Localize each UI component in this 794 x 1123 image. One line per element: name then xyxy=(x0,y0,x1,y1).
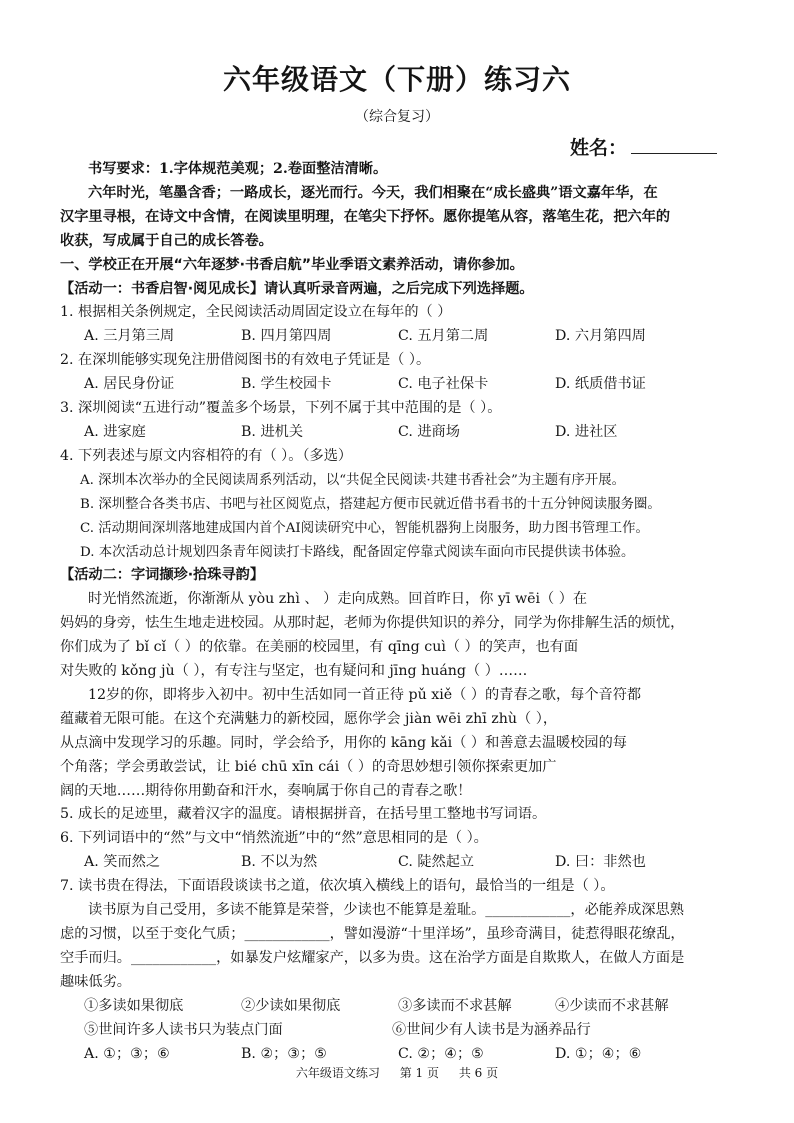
q7-option-a[interactable]: A. ①；③；⑥ xyxy=(84,1045,170,1062)
passage-line-4: 对失败的 kǒng jù（ ），有专注与坚定，也有疑问和 jīng huáng（ ）…… xyxy=(60,663,528,680)
passage-line-8: 个角落；学会勇敢尝试，让 bié chū xīn cái（ ）的奇思妙想引领你探索更加广 xyxy=(60,758,557,775)
question-2-stem: 2. 在深圳能够实现免注册借阅图书的有效电子凭证是（ ）。 xyxy=(60,352,431,369)
part-one-heading: 一、学校正在开展“六年逐梦·书香启航”毕业季语文素养活动，请你参加。 xyxy=(60,256,524,273)
question-6-stem: 6. 下列词语中的“然”与文中“悄然流逝”中的“然”意思相同的是（ ）。 xyxy=(60,830,488,847)
q6-option-c[interactable]: C. 陡然起立 xyxy=(398,854,475,871)
q7-choice-3: ③多读而不求甚解 xyxy=(398,997,512,1014)
footer-total-pages: 共 6 页 xyxy=(458,1066,499,1080)
passage-line-7: 从点滴中发现学习的乐趣。同时，学会给予，用你的 kāng kǎi（ ）和善意去温暖校园的每 xyxy=(60,734,627,751)
question-7-stem: 7. 读书贵在得法，下面语段谈读书之道，依次填入横线上的语句，最恰当的一组是（ ）。 xyxy=(60,878,615,895)
q4-option-b[interactable]: B. 深圳整合各类书店、书吧与社区阅览点，搭建起方便市民就近借书看书的十五分钟阅读服务圈。 xyxy=(80,496,661,512)
q4-option-a[interactable]: A. 深圳本次举办的全民阅读周系列活动，以“共促全民阅读·共建书香社会”为主题有序开展。 xyxy=(80,472,625,488)
q7-choice-2: ②少读如果彻底 xyxy=(241,997,341,1014)
q2-option-b[interactable]: B. 学生校园卡 xyxy=(241,376,332,393)
q6-option-a[interactable]: A. 笑而然之 xyxy=(84,854,161,871)
passage-line-5: 12岁的你，即将步入初中。初中生活如同一首正待 pǔ xiě（ ）的青春之歌，每个音符都 xyxy=(88,686,642,703)
question-5-stem: 5. 成长的足迹里，藏着汉字的温度。请根据拼音，在括号里工整地书写词语。 xyxy=(60,806,547,823)
activity-one-heading: 【活动一：书香启智·阅见成长】请认真听录音两遍，之后完成下列选择题。 xyxy=(60,280,534,297)
q1-option-d[interactable]: D. 六月第四周 xyxy=(555,328,646,345)
intro-line-3: 收获，写成属于自己的成长答卷。 xyxy=(60,232,273,249)
q7-choice-1: ①多读如果彻底 xyxy=(84,997,184,1014)
passage-line-9: 阔的天地……期待你用勤奋和汗水，奏响属于你自己的青春之歌！ xyxy=(60,782,472,799)
q3-option-c[interactable]: C. 进商场 xyxy=(398,423,460,440)
q7-choice-4: ④少读而不求甚解 xyxy=(555,997,669,1014)
q7-choice-5: ⑤世间许多人读书只为装点门面 xyxy=(84,1021,283,1038)
question-6-options xyxy=(60,851,740,875)
name-blank[interactable] xyxy=(631,135,717,154)
q1-option-a[interactable]: A. 三月第三周 xyxy=(84,328,175,345)
q7-choices-row-2 xyxy=(60,1019,740,1043)
footer-title: 六年级语文练习 xyxy=(295,1066,380,1080)
q7-option-b[interactable]: B. ②；③；⑤ xyxy=(241,1045,327,1062)
question-1-options xyxy=(60,325,740,349)
q7-para-line-2: 虑的习惯，以至于变化气质；____________，譬如漫游“十里洋场”，虽珍奇满目，徒惹得眼花缭乱， xyxy=(60,926,685,942)
activity-two-heading: 【活动二：字词撷珍·拾珠寻韵】 xyxy=(60,567,265,584)
question-3-options xyxy=(60,421,740,445)
q1-option-c[interactable]: C. 五月第二周 xyxy=(398,328,489,345)
q4-option-d[interactable]: D. 本次活动总计规划四条青年阅读打卡路线，配备固定停靠式阅读车面向市民提供读书体验。 xyxy=(80,544,635,560)
q7-choices-row-1 xyxy=(60,995,740,1019)
q2-option-c[interactable]: C. 电子社保卡 xyxy=(398,376,489,393)
question-4-stem: 4. 下列表述与原文内容相符的有（ ）。（多选） xyxy=(60,447,353,464)
q7-choice-6: ⑥世间少有人读书是为涵养品行 xyxy=(392,1021,591,1038)
q7-option-d[interactable]: D. ①；④；⑥ xyxy=(555,1045,642,1062)
q3-option-a[interactable]: A. 进家庭 xyxy=(84,423,146,440)
passage-line-6: 蕴藏着无限可能。在这个充满魅力的新校园，愿你学会 jiàn wēi zhī zhù（ ）， xyxy=(60,710,558,727)
intro-line-1: 六年时光，笔墨含香；一路成长，逐光而行。今天，我们相聚在“成长盛典”语文嘉年华，在 xyxy=(88,184,658,201)
writing-requirement: 书写要求：1.字体规范美观；2.卷面整洁清晰。 xyxy=(88,161,388,177)
page-subtitle: （综合复习） xyxy=(355,109,439,125)
q6-option-d[interactable]: D. 曰：非然也 xyxy=(555,854,646,871)
q1-option-b[interactable]: B. 四月第四周 xyxy=(241,328,332,345)
question-1-stem: 1. 根据相关条例规定，全民阅读活动周固定设立在每年的（ ） xyxy=(60,304,452,321)
page-footer xyxy=(0,1064,794,1081)
page-title: 六年级语文（下册）练习六 xyxy=(222,63,571,96)
question-2-options xyxy=(60,373,740,397)
q7-option-c[interactable]: C. ②；④；⑤ xyxy=(398,1045,484,1062)
passage-line-2: 妈妈的身旁，怯生生地走进校园。从那时起，老师为你提供知识的养分，同学为你排解生活的烦忧， xyxy=(60,615,685,632)
q6-option-b[interactable]: B. 不以为然 xyxy=(241,854,318,871)
q7-para-line-1: 读书原为自己受用，多读不能算是荣誉，少读也不能算是羞耻。____________，必能养成深思熟 xyxy=(88,902,684,919)
passage-line-1: 时光悄然流逝，你渐渐从 yòu zhì 、 ）走向成熟。回首昨日，你 yī wēi（ ）在 xyxy=(88,591,588,608)
q3-option-b[interactable]: B. 进机关 xyxy=(241,423,304,440)
name-field xyxy=(570,133,717,160)
q3-option-d[interactable]: D. 进社区 xyxy=(555,423,618,440)
passage-line-3: 你们成为了 bǐ cǐ（ ）的依靠。在美丽的校园里，有 qīng cuì（ ）的笑声，也有面 xyxy=(60,639,579,656)
question-7-options xyxy=(60,1043,740,1067)
q4-option-c[interactable]: C. 活动期间深圳落地建成国内首个AI阅读研究中心，智能机器狗上岗服务，助力图书管理工作。 xyxy=(80,520,649,536)
q2-option-d[interactable]: D. 纸质借书证 xyxy=(555,376,646,393)
q2-option-a[interactable]: A. 居民身份证 xyxy=(84,376,175,393)
name-label: 姓名： xyxy=(570,137,628,159)
intro-line-2: 汉字里寻根，在诗文中含情，在阅读里明理，在笔尖下抒怀。愿你提笔从容，落笔生花，把六年的 xyxy=(60,208,671,225)
exam-content xyxy=(60,158,740,1066)
q7-para-line-4: 趣味低劣。 xyxy=(60,973,131,990)
question-3-stem: 3. 深圳阅读“五进行动”覆盖多个场景，下列不属于其中范围的是（ ）。 xyxy=(60,400,502,417)
footer-page-number: 第 1 页 xyxy=(399,1066,439,1080)
q7-para-line-3: 空手而归。____________，如暴发户炫耀家产，以多为贵。这在治学方面是自欺欺人，在做人方面是 xyxy=(60,949,685,966)
